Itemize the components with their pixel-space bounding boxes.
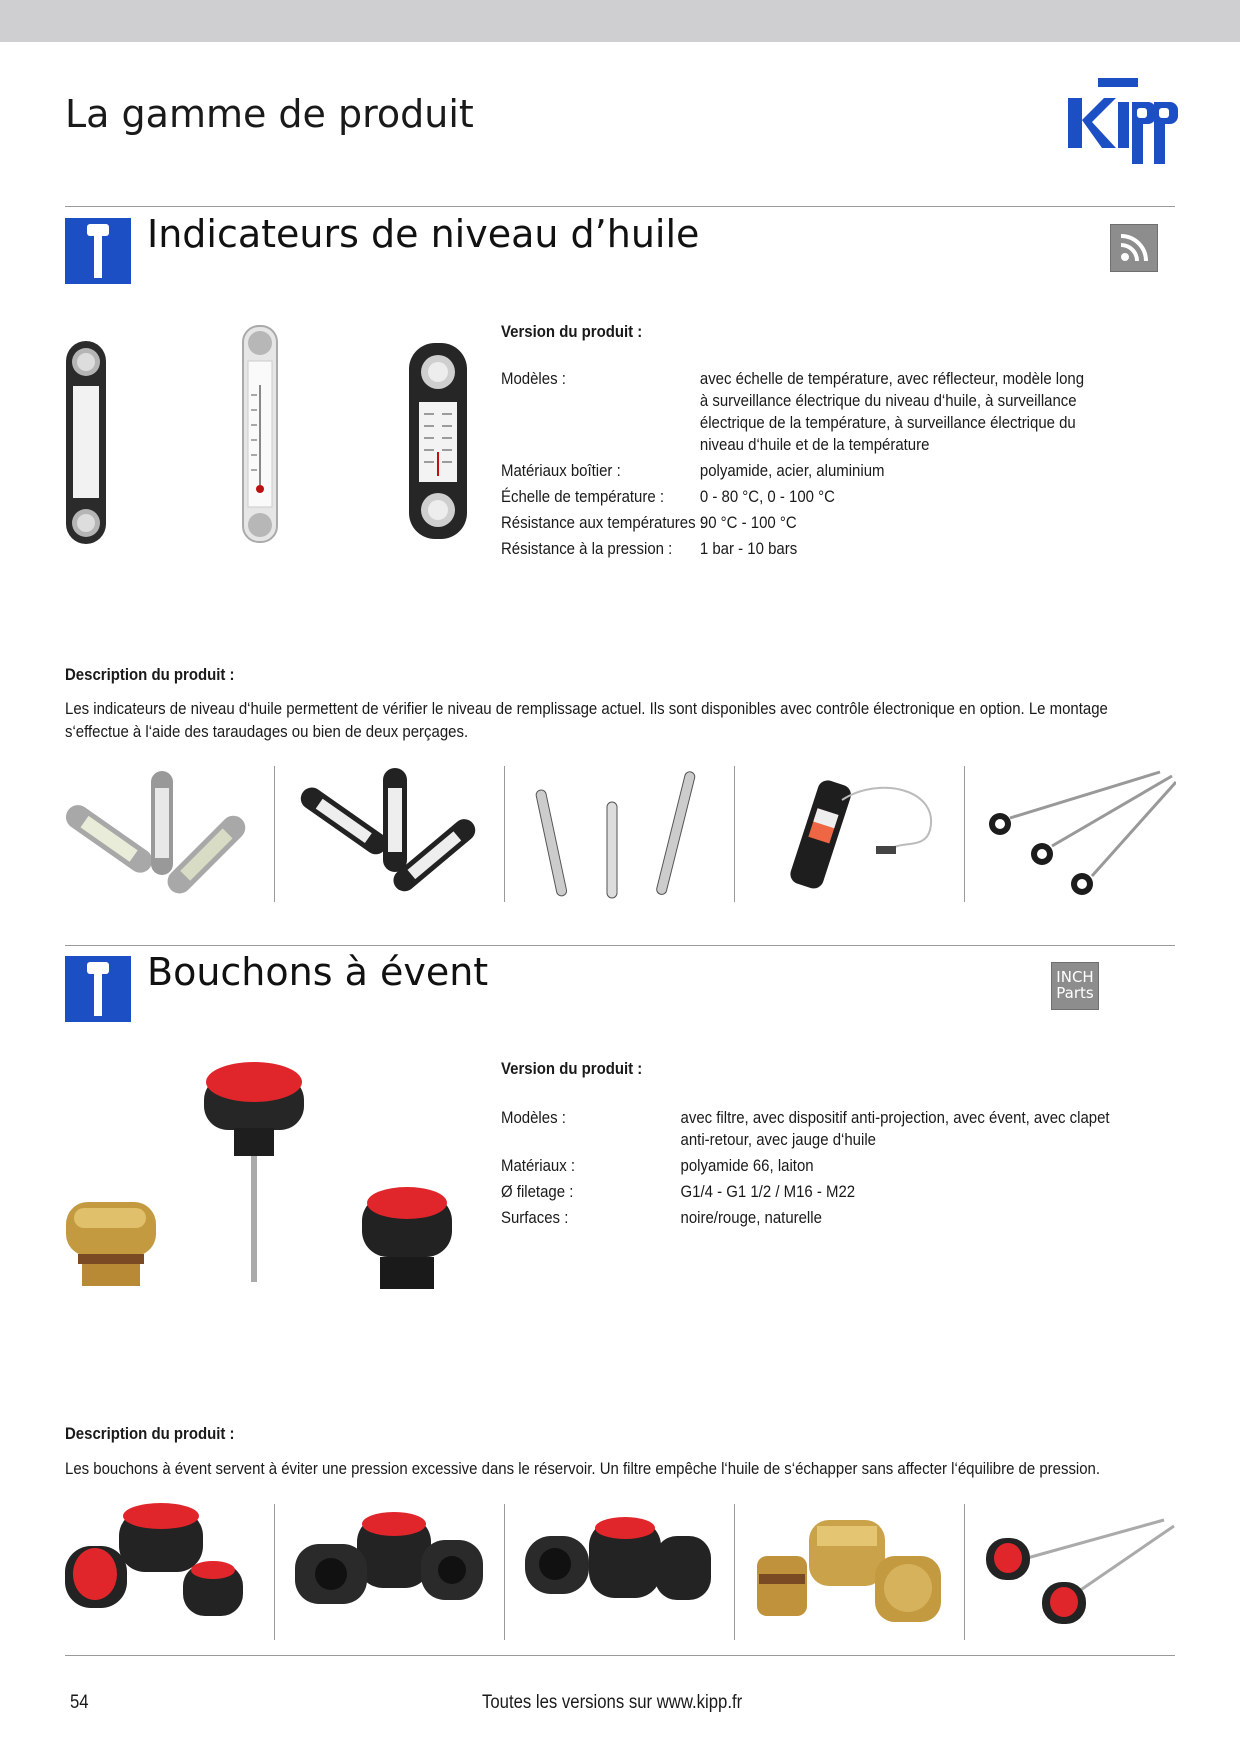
description-line: Les indicateurs de niveau d‘huile permettent de vérifier le niveau de remplissage actuel. Ils sont disponibles avec contrôle électronique en option. Le montage <box>65 699 1108 718</box>
spec-value: électrique de la température, à surveillance électrique du <box>699 413 1076 432</box>
top-bar <box>0 0 1240 42</box>
spec-value: polyamide, acier, aluminium <box>699 461 885 480</box>
spec-label: Échelle de température : <box>501 487 664 506</box>
spec-label: Ø filetage : <box>501 1182 574 1201</box>
spec-value: noire/rouge, naturelle <box>680 1208 822 1227</box>
spec-label: Modèles : <box>501 369 566 388</box>
oil-level-indicator-icon <box>65 218 131 284</box>
thumbnail-separator <box>964 1504 965 1640</box>
description-heading: Description du produit : <box>65 665 235 684</box>
spec-value: niveau d‘huile et de la température <box>699 435 930 454</box>
description-line: Les bouchons à évent servent à éviter une pression excessive dans le réservoir. Un filtre empêche l‘huile de s‘échapper sans affecter l‘équilibre de pression. <box>65 1459 1101 1478</box>
thumbnail-vent-plugs-1 <box>65 1500 255 1630</box>
spec-table <box>501 368 1170 568</box>
divider <box>65 945 1175 946</box>
product-image-red-plug <box>360 1185 454 1293</box>
thumbnail-separator <box>964 766 965 902</box>
thumbnail-separator <box>734 766 735 902</box>
website-link[interactable]: Toutes les versions sur www.kipp.fr <box>482 1692 743 1713</box>
spec-label: Résistance aux températures : <box>501 513 704 532</box>
thumbnail-brass-plugs <box>755 1500 945 1630</box>
spec-value: à surveillance électrique du niveau d‘huile, à surveillance <box>699 391 1077 410</box>
page-number: 54 <box>70 1692 89 1713</box>
badge-line: Parts <box>1056 984 1094 1002</box>
description-heading: Description du produit : <box>65 1424 235 1443</box>
spec-value: 0 - 80 °C, 0 - 100 °C <box>699 487 835 506</box>
thumbnail-indicators-metal <box>65 766 253 904</box>
divider <box>65 1655 1175 1656</box>
thumbnail-vent-plugs-3 <box>525 1500 715 1630</box>
thumbnail-separator <box>734 1504 735 1640</box>
badge-line: INCH <box>1056 968 1094 986</box>
description-text <box>65 1457 1165 1480</box>
thumbnail-indicators-long <box>525 766 715 904</box>
description-line: s‘effectue à l‘aide des taraudages ou bien de deux perçages. <box>65 722 469 741</box>
vent-plug-section-icon <box>65 956 131 1022</box>
version-heading: Version du produit : <box>501 1059 643 1078</box>
version-heading: Version du produit : <box>501 322 643 341</box>
product-image-indicator-black <box>65 340 107 545</box>
spec-value: avec filtre, avec dispositif anti-projection, avec évent, avec clapet <box>680 1108 1110 1127</box>
thumbnail-plug-dipsticks <box>980 1500 1176 1630</box>
product-image-indicator-thermometer <box>240 325 280 543</box>
spec-value: 90 °C - 100 °C <box>699 513 797 532</box>
spec-value: anti-retour, avec jauge d‘huile <box>680 1130 876 1149</box>
spec-value: 1 bar - 10 bars <box>699 539 798 558</box>
product-image-plug-dipstick <box>200 1060 308 1286</box>
spec-value: avec échelle de température, avec réflecteur, modèle long <box>699 369 1085 388</box>
kipp-logo <box>1068 72 1190 164</box>
thumbnail-dipsticks <box>980 766 1176 904</box>
spec-label: Matériaux boîtier : <box>501 461 621 480</box>
divider <box>65 206 1175 207</box>
page-title: La gamme de produit <box>65 92 474 136</box>
spec-label: Modèles : <box>501 1108 566 1127</box>
thumbnail-separator <box>504 766 505 902</box>
spec-value: G1/4 - G1 1/2 / M16 - M22 <box>680 1182 856 1201</box>
spec-label: Surfaces : <box>501 1208 569 1227</box>
section-title-vent-plugs: Bouchons à évent <box>147 950 489 994</box>
inch-parts-badge[interactable] <box>1051 962 1099 1010</box>
thumbnail-indicators-black <box>295 766 485 904</box>
description-text <box>65 697 1165 743</box>
thumbnail-separator <box>274 1504 275 1640</box>
section-title-oil-indicators: Indicateurs de niveau d’huile <box>147 212 700 256</box>
spec-table <box>501 1107 1170 1227</box>
rss-icon[interactable] <box>1110 224 1158 272</box>
product-image-indicator-scale <box>408 342 468 540</box>
spec-label: Résistance à la pression : <box>501 539 673 558</box>
spec-label: Matériaux : <box>501 1156 576 1175</box>
thumbnail-separator <box>274 766 275 902</box>
thumbnail-separator <box>504 1504 505 1640</box>
thumbnail-vent-plugs-2 <box>295 1500 485 1630</box>
spec-value: polyamide 66, laiton <box>680 1156 814 1175</box>
product-image-brass-plug <box>62 1198 162 1290</box>
thumbnail-indicator-electric <box>780 770 940 904</box>
